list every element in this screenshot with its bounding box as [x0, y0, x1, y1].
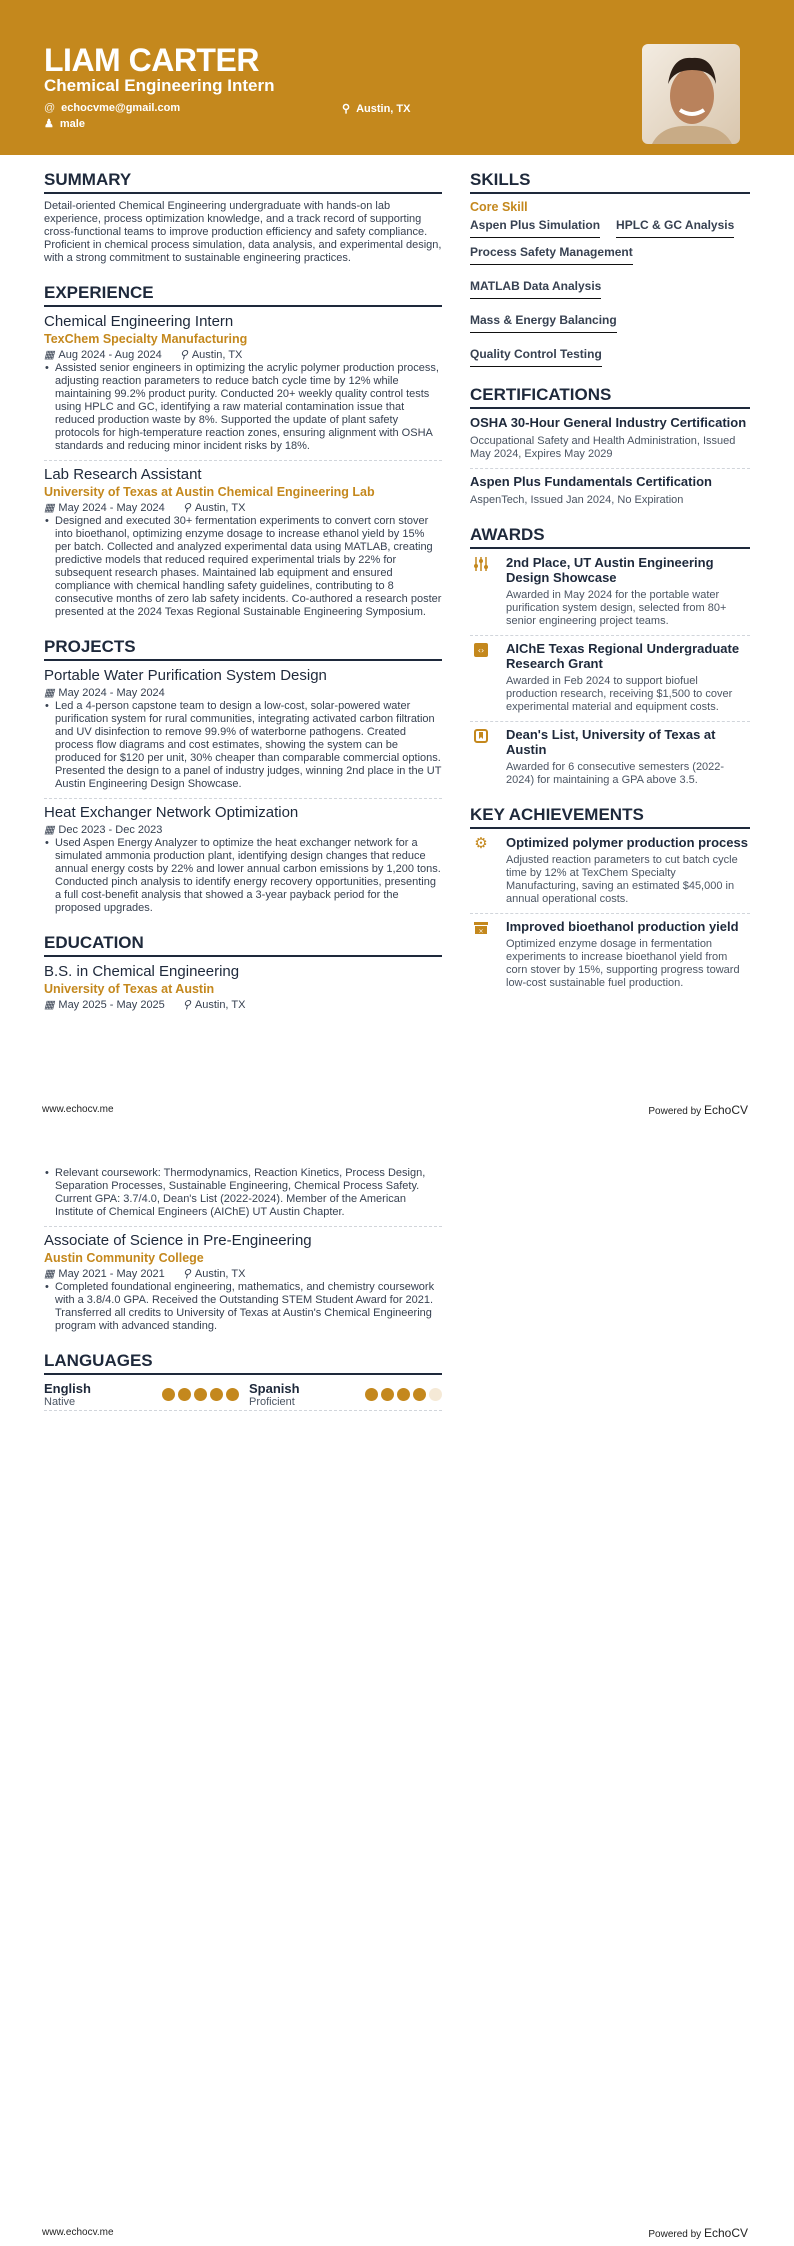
bullet: • Designed and executed 30+ fermentation experiments to convert corn stover into bioethanol, optimizing enzyme dosage to increase ethanol yield by 15% per batch. Collected and analyzed experimental data using MATLAB, creating predictive models that reduced required experimental trials by 22% for subsequent research phases. Maintained lab equipment and ensured compliance with chemical handling safety guidelines, contributing to 8 consecutive months of zero lab safety incidents. Co-authored a research poster presented at the 2024 Texas Regional Sustainable Engineering Symposium.	[44, 515, 442, 619]
certifications-section	[470, 385, 750, 507]
skill: Quality Control Testing	[470, 347, 602, 367]
location: ⚲ Austin, TX	[342, 102, 411, 115]
person-icon: ♟	[44, 118, 54, 130]
rating-dot-filled	[194, 1388, 207, 1401]
sliders-icon	[470, 555, 492, 628]
company: TexChem Specialty Manufacturing	[44, 332, 248, 346]
project-item: Portable Water Purification System Design ▦ May 2024 - May 2024 • Led a 4-person capstone team to design a low-cost, solar-powered water purification system for rural communities, integrating activated carbon filtration and UV disinfection to remove 99.9% of waterborne pathogens. Created process flow diagrams and cost estimates, showing the system can be produced for $120 per unit, 30% cheaper than comparable commercial options. Presented the design to a panel of industry judges, winning 2nd place in the UT Austin Engineering Design Showcase.	[44, 667, 442, 791]
skill: Process Safety Management	[470, 245, 633, 265]
calendar-icon: ▦	[44, 999, 55, 1011]
rating-dot-empty	[429, 1388, 442, 1401]
location-pin-icon: ⚲	[182, 999, 191, 1011]
profile-photo	[642, 44, 740, 144]
skill-group-label: Core Skill	[470, 200, 528, 214]
bullet: • Used Aspen Energy Analyzer to optimize the heat exchanger network for a simulated ammonia production plant, identifying design changes that reduce annual energy costs by 22% and lower annual carbon emissions by 1,200 tons. Conducted pinch analysis to identify energy recovery opportunities, presenting a full cost-benefit analysis that showed a 3-year payback period for the proposed upgrades.	[44, 837, 442, 915]
svg-text:×: ×	[478, 928, 484, 935]
divider	[470, 635, 750, 636]
skill: HPLC & GC Analysis	[616, 218, 734, 238]
school: University of Texas at Austin	[44, 982, 215, 996]
footer-powered: Powered by EchoCV	[648, 2226, 748, 2240]
section-heading: PROJECTS	[44, 637, 442, 661]
rating-dot-filled	[413, 1388, 426, 1401]
project-title: Heat Exchanger Network Optimization	[44, 804, 299, 821]
experience-item: Lab Research Assistant University of Texas at Austin Chemical Engineering Lab ▦ May 2024 - May 2024 ⚲ Austin, TX • Designed and executed 30+ fermentation experiments to convert corn stover into bioethanol, optimizing enzyme dosage to increase ethanol yield by 15% per batch. Collected and analyzed experimental data using MATLAB, creating predictive models that reduced required experimental trials by 22% for subsequent research phases. Maintained lab equipment and ensured compliance with chemical handling safety guidelines, contributing to 8 consecutive months of zero lab safety incidents. Co-authored a research poster presented at the 2024 Texas Regional Sustainable Engineering Symposium.	[44, 466, 442, 619]
cert-title: Aspen Plus Fundamentals Certification	[470, 474, 712, 489]
left-column	[44, 170, 442, 1029]
footer-site[interactable]: www.echocv.me	[42, 1104, 114, 1115]
bullet: • Completed foundational engineering, mathematics, and chemistry coursework with a 3.8/4.0 GPA. Received the Outstanding STEM Student Award for 2021. Transferred all credits to University of Texas at Austin's Chemical Engineering program with advanced standing.	[44, 1281, 442, 1333]
candidate-title: Chemical Engineering Intern	[44, 76, 275, 95]
projects-section	[44, 637, 442, 915]
section-heading: AWARDS	[470, 525, 750, 549]
award-item: ‹› AIChE Texas Regional Undergraduate Research Grant Awarded in Feb 2024 to support biofuel production research, receiving $1,500 to cover experimental material and equipment costs.	[470, 641, 750, 714]
header	[0, 0, 794, 155]
bullet: • Led a 4-person capstone team to design a low-cost, solar-powered water purification system for rural communities, integrating activated carbon filtration and UV disinfection to remove 99.9% of waterborne pathogens. Created process flow diagrams and cost estimates, showing the system can be produced for $120 per unit, 30% cheaper than comparable commercial options. Presented the design to a panel of industry judges, winning 2nd place in the UT Austin Engineering Design Showcase.	[44, 700, 442, 791]
email: @ echocvme@gmail.com	[44, 102, 181, 114]
achievement-item: ⚙ Optimized polymer production process Adjusted reaction parameters to cut batch cycle time by 12% at TexChem Specialty Manufacturing, saving an estimated $45,000 in annual operational costs.	[470, 835, 750, 906]
divider	[470, 913, 750, 914]
section-heading: LANGUAGES	[44, 1351, 442, 1375]
location-pin-icon: ⚲	[182, 502, 191, 514]
achievements-section	[470, 805, 750, 990]
code-icon	[470, 641, 492, 714]
experience-section	[44, 283, 442, 619]
cert-desc: Occupational Safety and Health Administration, Issued May 2024, Expires May 2029	[470, 435, 736, 460]
section-heading: EDUCATION	[44, 933, 442, 957]
awards-section	[470, 525, 750, 787]
section-heading: CERTIFICATIONS	[470, 385, 750, 409]
archive-icon	[470, 919, 492, 990]
candidate-name: LIAM CARTER	[44, 42, 259, 78]
skill: Aspen Plus Simulation	[470, 218, 600, 238]
calendar-icon: ▦	[44, 349, 55, 361]
footer-site[interactable]: www.echocv.me	[42, 2227, 114, 2238]
calendar-icon: ▦	[44, 1268, 55, 1280]
rating-dot-filled	[210, 1388, 223, 1401]
achievement-item: × Improved bioethanol production yield Optimized enzyme dosage in fermentation experiments to increase bioethanol yield from corn stover by 15%, supporting progress toward low-cost sustainable fuel production.	[470, 919, 750, 990]
job-title: Chemical Engineering Intern	[44, 313, 234, 330]
rating-dot-filled	[365, 1388, 378, 1401]
education-section: EDUCATION B.S. in Chemical Engineering University of Texas at Austin ▦ May 2025 - May 2025 ⚲ Austin, TX	[44, 933, 442, 1011]
section-heading: EXPERIENCE	[44, 283, 442, 307]
award-item: Dean's List, University of Texas at Austin Awarded for 6 consecutive semesters (2022-2024) for maintaining a GPA above 3.5.	[470, 727, 750, 787]
summary-section	[44, 170, 442, 265]
rating-dots	[365, 1388, 442, 1401]
location-pin-icon: ⚲	[179, 349, 188, 361]
section-heading: KEY ACHIEVEMENTS	[470, 805, 750, 829]
degree: Associate of Science in Pre-Engineering	[44, 1232, 312, 1249]
location-pin-icon: ⚲	[182, 1268, 191, 1280]
skill: Mass & Energy Balancing	[470, 313, 617, 333]
language-item: Spanish Proficient	[249, 1381, 442, 1408]
experience-item: Chemical Engineering Intern TexChem Specialty Manufacturing ▦ Aug 2024 - Aug 2024 ⚲ Austin, TX • Assisted senior engineers in optimizing the acrylic polymer production process, adjusting reaction parameters to reduce batch cycle time by 12% while maintaining 99.2% product purity. Conducted 20+ weekly quality control tests using HPLC and GC, identifying a raw material contamination issue that reduced production waste by 8%. Supported the update of plant safety protocols for high-temperature reaction zones, ensuring alignment with OSHA standards and reducing minor incident risks by 18%.	[44, 313, 442, 453]
bullet: • Relevant coursework: Thermodynamics, Reaction Kinetics, Process Design, Separation Processes, Sustainable Engineering, Chemical Process Safety. Current GPA: 3.7/4.0, Dean's List (2022-2024). Member of the American Institute of Chemical Engineers (AIChE) UT Austin Chapter.	[44, 1167, 442, 1219]
bullet: • Assisted senior engineers in optimizing the acrylic polymer production process, adjusting reaction parameters to reduce batch cycle time by 12% while maintaining 99.2% product purity. Conducted 20+ weekly quality control tests using HPLC and GC, identifying a raw material contamination issue that reduced production waste by 8%. Supported the update of plant safety protocols for high-temperature reaction zones, ensuring alignment with OSHA standards and reducing minor incident risks by 18%.	[44, 362, 442, 453]
degree: B.S. in Chemical Engineering	[44, 963, 240, 980]
job-title: Lab Research Assistant	[44, 466, 202, 483]
section-heading: SUMMARY	[44, 170, 442, 194]
footer-powered: Powered by EchoCV	[648, 1103, 748, 1117]
divider	[470, 721, 750, 722]
language-item: English Native	[44, 1381, 249, 1408]
gear-icon: ⚙	[474, 835, 488, 852]
at-icon: @	[44, 102, 56, 114]
svg-text:‹›: ‹›	[477, 646, 485, 655]
rating-dot-filled	[162, 1388, 175, 1401]
resume-page-2	[0, 1123, 794, 2246]
divider	[44, 1226, 442, 1227]
rating-dot-filled	[397, 1388, 410, 1401]
calendar-icon: ▦	[44, 687, 55, 699]
divider	[44, 460, 442, 461]
right-column	[470, 170, 750, 1008]
cert-title: OSHA 30-Hour General Industry Certification	[470, 415, 747, 430]
divider	[44, 798, 442, 799]
skill: MATLAB Data Analysis	[470, 279, 601, 299]
languages-section	[44, 1351, 442, 1411]
rating-dot-filled	[226, 1388, 239, 1401]
section-heading: SKILLS	[470, 170, 750, 194]
project-title: Portable Water Purification System Design	[44, 667, 327, 684]
company: University of Texas at Austin Chemical Engineering Lab	[44, 485, 375, 499]
rating-dot-filled	[178, 1388, 191, 1401]
rating-dot-filled	[381, 1388, 394, 1401]
bookmark-icon	[470, 727, 492, 787]
gender: ♟ male	[44, 117, 85, 130]
rating-dots	[162, 1388, 239, 1401]
summary-text: Detail-oriented Chemical Engineering undergraduate with hands-on lab experience, process optimization knowledge, and a track record of supporting cross-functional teams to improve production efficiency and safety compliance. Proficient in chemical process simulation, data analysis, and experimental design, with a strong commitment to sustainable engineering practices.	[44, 200, 442, 264]
left-column: • Relevant coursework: Thermodynamics, Reaction Kinetics, Process Design, Separation Processes, Sustainable Engineering, Chemical Process Safety. Current GPA: 3.7/4.0, Dean's List (2022-2024). Member of the American Institute of Chemical Engineers (AIChE) UT Austin Chapter. Associate of Science in Pre-Engineering Austin Community College ▦ May 2021 - May 2021 ⚲ Austin, TX • Completed foundational engineering, mathematics, and chemistry coursework with a 3.8/4.0 GPA. Received the Outstanding STEM Student Award for 2021. Transferred all credits to University of Texas at Austin's Chemical Engineering program with advanced standing. LANGUAGES English Native Spanish Proficient	[44, 1167, 442, 1429]
calendar-icon: ▦	[44, 824, 55, 836]
school: Austin Community College	[44, 1251, 204, 1265]
skills-section	[470, 170, 750, 367]
divider	[470, 468, 750, 469]
project-item: Heat Exchanger Network Optimization ▦ Dec 2023 - Dec 2023 • Used Aspen Energy Analyzer to optimize the heat exchanger network for a simulated ammonia production plant, identifying design changes that reduce annual energy costs by 22% and lower annual carbon emissions by 1,200 tons. Conducted pinch analysis to identify energy recovery opportunities, presenting a full cost-benefit analysis that showed a 3-year payback period for the proposed upgrades.	[44, 804, 442, 915]
calendar-icon: ▦	[44, 502, 55, 514]
location-pin-icon: ⚲	[342, 103, 351, 115]
award-item: 2nd Place, UT Austin Engineering Design Showcase Awarded in May 2024 for the portable water purification system design, selected from 80+ senior engineering project teams.	[470, 555, 750, 628]
cert-desc: AspenTech, Issued Jan 2024, No Expiration	[470, 494, 684, 506]
